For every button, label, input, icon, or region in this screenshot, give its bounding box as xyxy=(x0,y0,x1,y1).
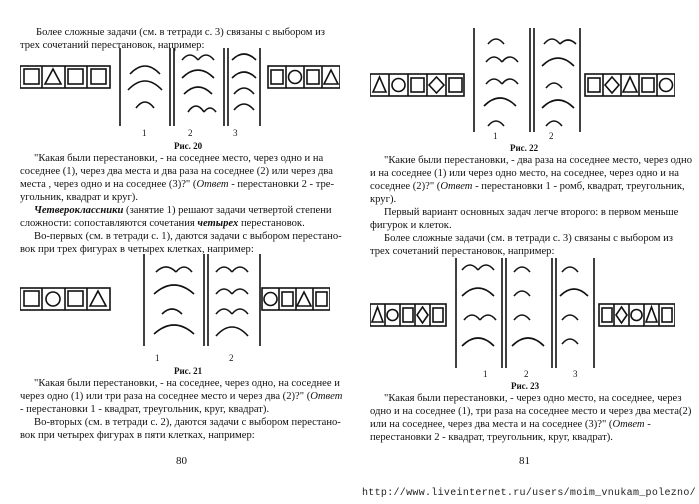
triangle-icon xyxy=(324,70,338,84)
fig20-label-1: 1 xyxy=(142,128,147,138)
triangle-icon xyxy=(623,77,637,92)
rp-para2-line2: фигурок и клеток. xyxy=(370,220,452,231)
lp-para2-line3: места , через одно и на соседнее (3)?" (Ответ - перестановки 2 - тре- xyxy=(20,179,335,190)
fig21-label-1: 1 xyxy=(155,353,160,363)
fig22-label-2: 2 xyxy=(549,131,554,141)
rp-para1-line1: "Какие были перестановки, - два раза на соседнее место, через одно xyxy=(384,155,693,166)
lp-para4-line2: вок при трех фигурах в четырех клетках, например: xyxy=(20,244,254,255)
circle-icon xyxy=(660,79,673,92)
lp-para5-line5: вок при четырех фигурах в пяти клетках, например: xyxy=(20,430,255,441)
figure-23 xyxy=(370,256,675,374)
square-icon xyxy=(316,292,327,306)
rp-para1-line3: соседнее (2)?" (Ответ - перестановки 1 - ромб, квадрат, треугольник, xyxy=(370,181,685,192)
square-icon xyxy=(24,291,39,306)
rp-para4-line1: "Какая были перестановки, - через одно место, на соседнее, через xyxy=(384,393,682,404)
square-icon xyxy=(433,308,443,322)
page-number-left: 80 xyxy=(176,455,187,467)
square-icon xyxy=(68,291,83,306)
triangle-icon xyxy=(90,291,106,306)
rp-para3-line1: Более сложные задачи (см. в тетради с. 3) связаны с выбором из xyxy=(384,233,673,244)
diamond-icon xyxy=(417,307,428,323)
rp-para3-line2: трех сочетаний перестановок, например: xyxy=(370,246,555,257)
lp-para5-line3: - перестановки 1 - квадрат, треугольник, круг, квадрат). xyxy=(20,404,270,415)
fig23-caption: Рис. 23 xyxy=(511,381,540,391)
fig22-label-1: 1 xyxy=(493,131,498,141)
lp-para3-line2: сложности: сопоставляются сочетания четырех перестановок. xyxy=(20,218,305,229)
triangle-icon xyxy=(646,307,657,322)
fig20-caption: Рис. 20 xyxy=(174,141,203,151)
figure-21 xyxy=(20,250,330,352)
square-icon xyxy=(282,292,293,306)
square-icon xyxy=(403,308,413,322)
square-icon xyxy=(662,308,672,322)
figure-20 xyxy=(20,48,340,136)
diamond-icon xyxy=(605,77,619,93)
square-icon xyxy=(271,70,283,84)
lp-para3-line1: Четвероклассники (занятие 1) решают задачи четвертой степени xyxy=(34,205,332,216)
fig22-caption: Рис. 22 xyxy=(510,143,539,153)
lp-para5-line2: через одно (1) или три раза на соседнее место и через два (2)?" (Ответ xyxy=(20,391,343,402)
figure-22 xyxy=(370,28,675,140)
fig23-label-3: 3 xyxy=(573,369,578,379)
lp-para1-line1: Более сложные задачи (см. в тетради с. 3) связаны с выбором из xyxy=(36,27,325,38)
circle-icon xyxy=(264,293,277,306)
lp-para1-line2: трех сочетаний перестановок, например: xyxy=(20,40,205,51)
lp-para2-line2: соседнее (1), через два места и два раза на соседнее (2) или через два xyxy=(20,166,333,177)
diamond-icon xyxy=(429,77,444,93)
rp-para4-line4: перестановки 2 - квадрат, треугольник, круг, квадрат). xyxy=(370,432,613,443)
fig23-label-2: 2 xyxy=(524,369,529,379)
circle-icon xyxy=(392,79,405,92)
rp-para4-line2: одно и на соседнее (1), три раза на соседнее место и через два места(2) xyxy=(370,406,692,417)
lp-para2-line4: угольник, квадрат и круг). xyxy=(20,192,138,203)
lp-para5-line1: "Какая были перестановки, - на соседнее, через одно, на соседнее и xyxy=(34,378,340,389)
fig20-label-2: 2 xyxy=(188,128,193,138)
lp-para4-line1: Во-первых (см. в тетради с. 1), даются задачи с выбором перестано- xyxy=(34,231,342,242)
fig20-label-3: 3 xyxy=(233,128,238,138)
rp-para2-line1: Первый вариант основных задач легче второго: в первом меньше xyxy=(384,207,679,218)
triangle-icon xyxy=(297,292,311,306)
rp-para4-line3: или на соседнее, через два места и на соседнее (3)?" (Ответ - xyxy=(370,419,651,430)
square-icon xyxy=(588,78,600,92)
triangle-icon xyxy=(45,69,61,84)
square-icon xyxy=(411,78,424,92)
fig21-label-2: 2 xyxy=(229,353,234,363)
circle-icon xyxy=(387,310,398,321)
square-icon xyxy=(68,69,83,84)
triangle-icon xyxy=(372,307,383,322)
fig23-label-1: 1 xyxy=(483,369,488,379)
square-icon xyxy=(24,69,39,84)
diamond-icon xyxy=(616,307,627,323)
rp-para1-line4: круг). xyxy=(370,194,397,205)
watermark-url[interactable]: http://www.liveinternet.ru/users/moim_vnukam_polezno/ xyxy=(362,488,696,499)
lp-para5-line4: Во-вторых (см. в тетради с. 2), даются задачи с выбором перестано- xyxy=(34,417,341,428)
page-number-right: 81 xyxy=(519,455,530,467)
circle-icon xyxy=(46,292,60,306)
circle-icon xyxy=(289,71,302,84)
square-icon xyxy=(307,70,319,84)
square-icon xyxy=(449,78,462,92)
square-icon xyxy=(602,308,612,322)
triangle-icon xyxy=(373,77,386,92)
square-icon xyxy=(642,78,654,92)
rp-para1-line2: и на соседнее (1) или через одно место, на соседнее, через одно и на xyxy=(370,168,679,179)
lp-para2-line1: "Какая были перестановки, - на соседнее место, через одно и на xyxy=(34,153,324,164)
circle-icon xyxy=(631,310,642,321)
fig21-caption: Рис. 21 xyxy=(174,366,203,376)
square-icon xyxy=(91,69,106,84)
